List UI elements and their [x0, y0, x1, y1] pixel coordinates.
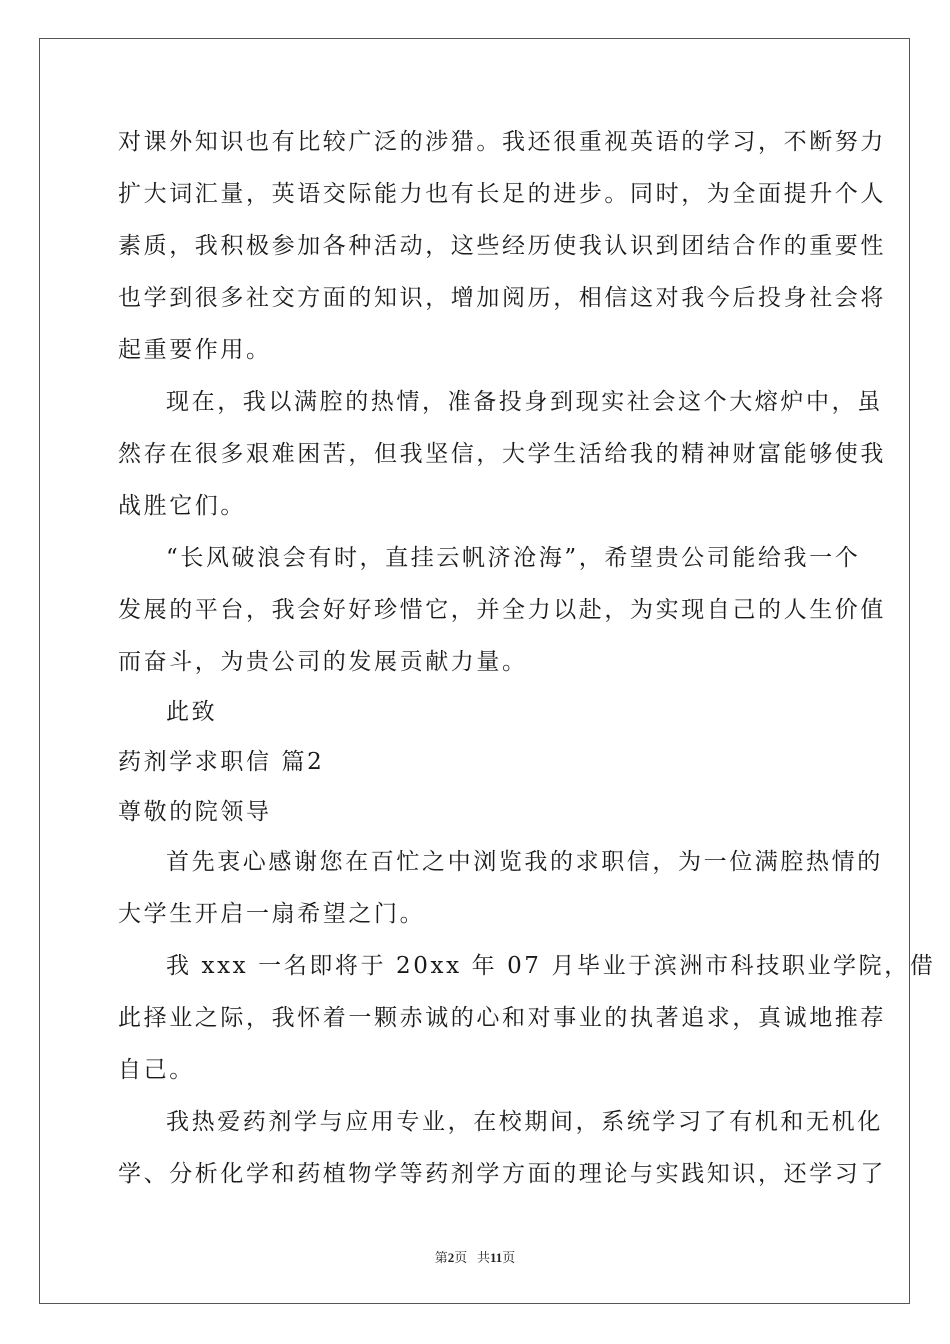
- text-line: 战胜它们。: [118, 493, 246, 519]
- greeting: 尊敬的院领导: [118, 799, 272, 825]
- text-line: 发展的平台，我会好好珍惜它，并全力以赴，为实现自己的人生价值: [118, 597, 886, 623]
- text-line: 对课外知识也有比较广泛的涉猎。我还很重视英语的学习，不断努力: [118, 129, 886, 155]
- closing-salutation: 此致: [166, 699, 218, 725]
- text-line: 大学生开启一扇希望之门。: [118, 901, 426, 927]
- total-suffix: 页: [502, 1250, 516, 1265]
- text-line: 扩大词汇量，英语交际能力也有长足的进步。同时，为全面提升个人: [118, 181, 886, 207]
- paragraph-start: 我热爱药剂学与应用专业，在校期间，系统学习了有机和无机化: [166, 1109, 883, 1135]
- text-line: 学、分析化学和药植物学等药剂学方面的理论与实践知识，还学习了: [118, 1161, 886, 1187]
- page-prefix: 第: [434, 1250, 448, 1265]
- text-line: 而奋斗，为贵公司的发展贡献力量。: [118, 649, 528, 675]
- text-line: 然存在很多艰难困苦，但我坚信，大学生活给我的精神财富能够使我: [118, 441, 886, 467]
- text-line: 素质，我积极参加各种活动，这些经历使我认识到团结合作的重要性: [118, 233, 886, 259]
- paragraph-start: “长风破浪会有时，直挂云帆济沧海”，希望贵公司能给我一个: [166, 545, 861, 571]
- paragraph-start: 首先衷心感谢您在百忙之中浏览我的求职信，为一位满腔热情的: [166, 849, 883, 875]
- section-heading: 药剂学求职信 篇2: [118, 749, 325, 775]
- total-prefix: 共: [476, 1250, 490, 1265]
- text-line: 自己。: [118, 1057, 195, 1083]
- page-footer: [0, 1247, 950, 1266]
- paragraph-start: 现在，我以满腔的热情，准备投身到现实社会这个大熔炉中，虽: [166, 389, 883, 415]
- total-pages: 11: [489, 1250, 503, 1265]
- text-line: 此择业之际，我怀着一颗赤诚的心和对事业的执著追求，真诚地推荐: [118, 1005, 886, 1031]
- text-line: 也学到很多社交方面的知识，增加阅历，相信这对我今后投身社会将: [118, 285, 886, 311]
- text-line: 起重要作用。: [118, 337, 272, 363]
- paragraph-start: 我 xxx 一名即将于 20xx 年 07 月毕业于滨洲市科技职业学院，借: [166, 953, 936, 979]
- page-suffix: 页: [454, 1250, 468, 1265]
- page-number: 2: [447, 1250, 455, 1265]
